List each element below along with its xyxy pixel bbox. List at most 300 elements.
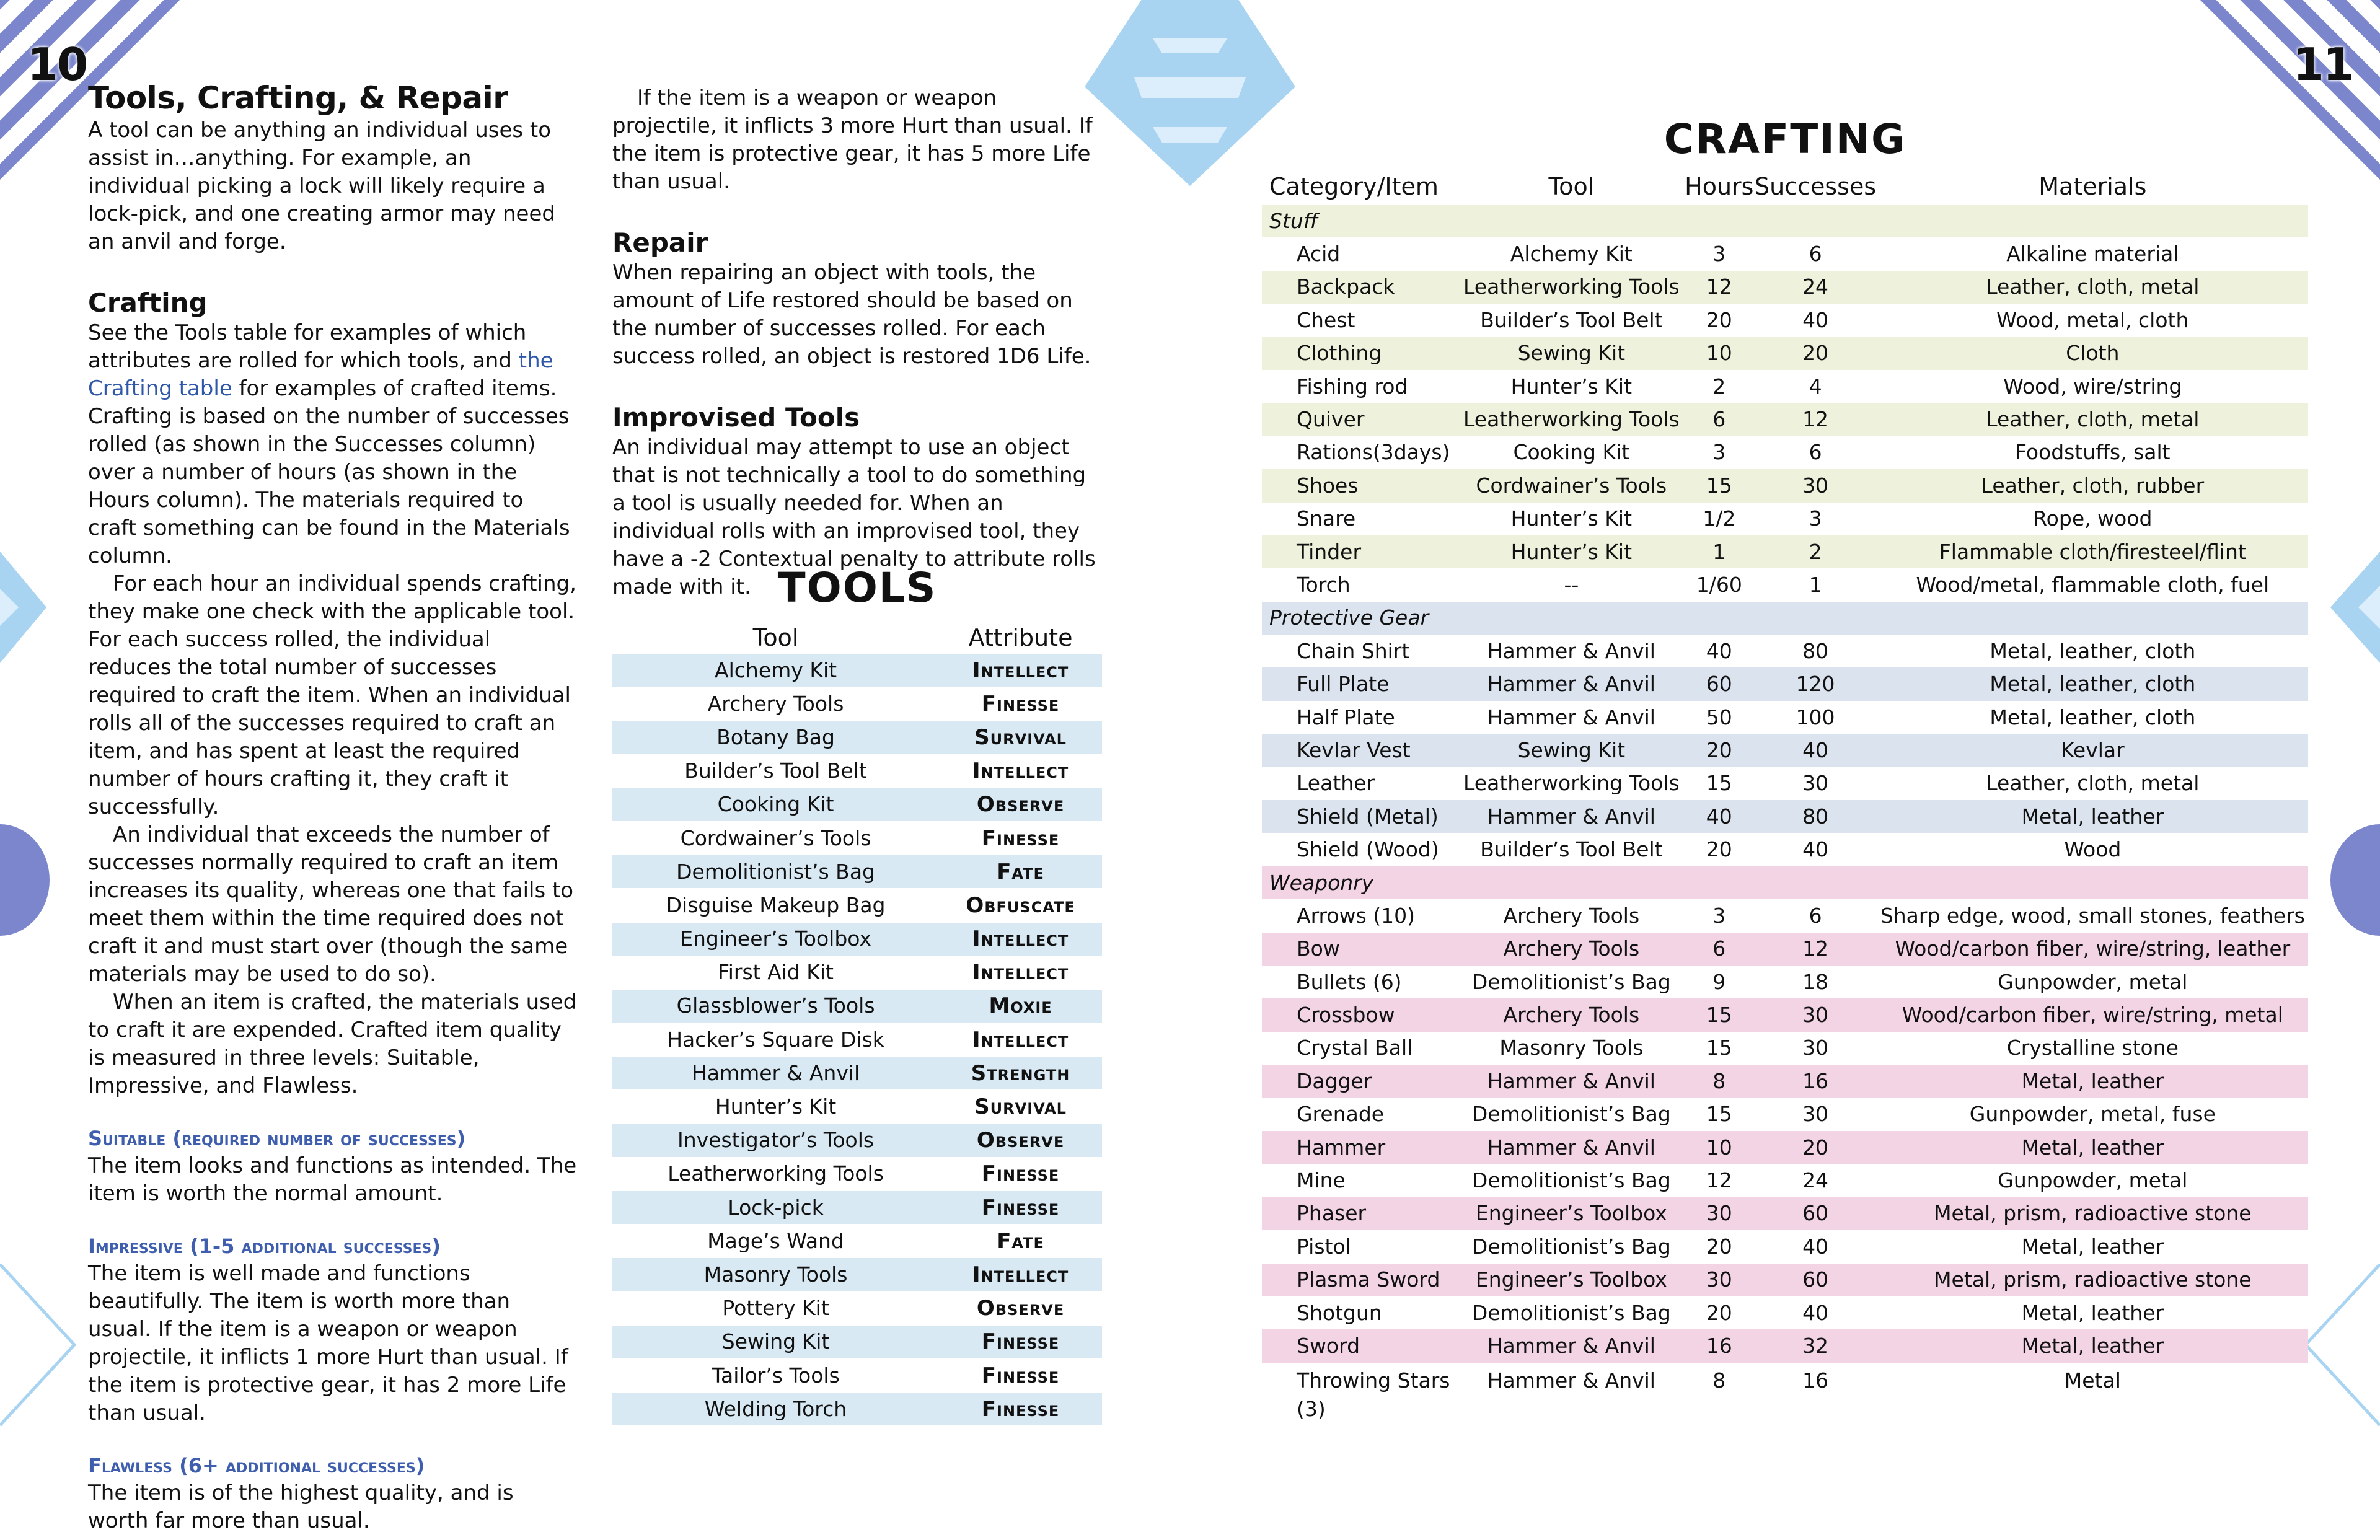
item-cell: Full Plate (1262, 667, 1458, 700)
materials-cell: Leather, cloth, metal (1877, 403, 2308, 436)
hours-cell: 20 (1706, 1234, 1732, 1259)
table-row (612, 821, 1102, 855)
successes-cell: 30 (1753, 469, 1877, 502)
tool-cell: Hammer & Anvil (1487, 638, 1655, 663)
tool-cell: Hammer & Anvil (1458, 1065, 1685, 1098)
tool-cell: Hammer & Anvil (1487, 705, 1655, 729)
tool-cell: Leatherworking Tools (1463, 771, 1680, 796)
repair-heading: Repair (612, 227, 708, 258)
hours-cell: 1/2 (1703, 506, 1736, 531)
tool-attribute-cell: Fate (939, 855, 1102, 889)
crafting-header-materials: Materials (2038, 173, 2147, 200)
hours-cell: 8 (1712, 1368, 1726, 1393)
tool-name-cell: Pottery Kit (722, 1296, 829, 1321)
tool-name-cell: Glassblower’s Tools (612, 989, 939, 1023)
materials-cell: Metal, leather, cloth (1990, 705, 2196, 729)
hours-cell: 15 (1685, 998, 1753, 1031)
item-cell: Crystal Ball (1297, 1036, 1413, 1060)
table-row (1262, 635, 2308, 667)
materials-cell: Metal, prism, radioactive stone (1877, 1197, 2308, 1230)
tool-attribute-cell: Finesse (939, 1393, 1102, 1426)
hours-cell: 15 (1706, 1102, 1732, 1127)
table-row (1262, 767, 2308, 800)
successes-cell: 12 (1753, 933, 1877, 966)
tool-name-cell: Builder’s Tool Belt (684, 759, 867, 783)
item-cell: Tinder (1262, 535, 1458, 568)
successes-cell: 4 (1809, 374, 1822, 398)
tool-attribute-cell: Intellect (939, 1258, 1102, 1291)
page-number-left: 10 (27, 38, 87, 90)
hours-cell: 3 (1712, 440, 1726, 465)
tool-cell: Masonry Tools (1499, 1036, 1644, 1060)
table-row (1262, 1098, 2308, 1131)
table-row (1262, 1296, 2308, 1329)
middle-column (612, 84, 1102, 601)
right-edge-diamond (2318, 545, 2380, 669)
hours-cell: 30 (1685, 1264, 1753, 1296)
tool-attribute-cell: Finesse (981, 1161, 1060, 1187)
crafting-heading: Crafting (88, 288, 208, 318)
tool-cell: Hammer & Anvil (1458, 1131, 1685, 1164)
table-row (612, 788, 1102, 821)
successes-cell: 100 (1796, 705, 1835, 729)
materials-cell: Metal, leather (1877, 1329, 2308, 1362)
materials-cell: Wood, wire/string (2003, 374, 2182, 398)
table-row (1262, 734, 2308, 767)
item-cell: Quiver (1262, 403, 1458, 436)
materials-cell: Alkaline material (2006, 242, 2179, 266)
tools-table (612, 622, 1102, 1425)
tool-cell: Demolitionist’s Bag (1471, 1300, 1671, 1325)
item-cell: Clothing (1262, 337, 1458, 370)
tool-attribute-cell: Finesse (939, 1325, 1102, 1358)
table-row (1262, 1164, 2308, 1197)
item-cell: Shield (Wood) (1297, 837, 1439, 862)
table-row (1262, 966, 2308, 998)
materials-cell: Wood/carbon fiber, wire/string, leather (1877, 933, 2308, 966)
hours-cell: 3 (1712, 242, 1726, 266)
tool-attribute-cell: Intellect (939, 654, 1102, 687)
materials-cell: Metal, leather, cloth (1877, 667, 2308, 700)
table-row (612, 1157, 1102, 1190)
crafting-header-successes: Successes (1754, 173, 1877, 200)
item-cell: Snare (1297, 506, 1356, 531)
tools-header-attribute: Attribute (968, 624, 1073, 651)
materials-cell: Metal, leather (1877, 1065, 2308, 1098)
suitable-heading: Suitable (required number of successes) (88, 1127, 466, 1150)
tool-attribute-cell: Finesse (981, 691, 1060, 716)
tool-cell: Alchemy Kit (1510, 242, 1633, 266)
table-row (612, 889, 1102, 922)
tool-cell: Demolitionist’s Bag (1471, 1168, 1671, 1193)
tool-name-cell: Demolitionist’s Bag (612, 855, 939, 889)
item-cell: Plasma Sword (1262, 1264, 1458, 1296)
item-cell: Throwing Stars (3) (1297, 1368, 1450, 1421)
item-cell: Leather (1297, 771, 1375, 796)
materials-cell: Metal, prism, radioactive stone (1877, 1264, 2308, 1296)
tool-name-cell: Welding Torch (612, 1393, 939, 1426)
successes-cell: 20 (1753, 337, 1877, 370)
table-row (1262, 337, 2308, 370)
successes-cell: 40 (1802, 307, 1829, 332)
table-row (1262, 304, 2308, 337)
left-edge-outline-diamond (0, 1252, 87, 1438)
item-cell: Acid (1297, 242, 1341, 266)
successes-cell: 20 (1753, 1131, 1877, 1164)
tool-attribute-cell: Finesse (939, 1191, 1102, 1225)
table-row (1262, 1131, 2308, 1164)
table-row (1262, 933, 2308, 966)
item-cell: Mine (1297, 1168, 1346, 1193)
tool-cell: Hammer & Anvil (1487, 1368, 1655, 1393)
flawless-text: The item is of the highest quality, and is worth far more than usual. (88, 1481, 514, 1533)
tool-attribute-cell: Survival (974, 1094, 1067, 1120)
impressive-heading: Impressive (1-5 additional successes) (88, 1234, 441, 1258)
table-row (1262, 535, 2308, 568)
item-cell: Half Plate (1297, 705, 1395, 729)
table-row (612, 1090, 1102, 1124)
item-cell: Arrows (10) (1297, 903, 1416, 928)
table-row (612, 1057, 1102, 1090)
table-row (1262, 370, 2308, 403)
hours-cell: 20 (1706, 307, 1732, 332)
materials-cell: Metal, leather (1877, 1131, 2308, 1164)
tool-name-cell: Botany Bag (612, 721, 939, 754)
hours-cell: 2 (1712, 374, 1726, 398)
materials-cell: Wood, metal, cloth (1996, 307, 2189, 332)
table-row (612, 1325, 1102, 1358)
tool-attribute-cell: Moxie (939, 989, 1102, 1023)
crafting-header-tool: Tool (1548, 173, 1595, 200)
left-edge-half-circle (0, 824, 50, 936)
crafting-header-hours: Hours (1685, 173, 1754, 200)
hours-cell: 20 (1706, 1300, 1732, 1325)
item-cell: Grenade (1297, 1102, 1385, 1127)
tool-attribute-cell: Intellect (939, 922, 1102, 956)
hours-cell: 15 (1706, 771, 1732, 796)
tool-name-cell: Cooking Kit (612, 788, 939, 821)
tool-cell: Archery Tools (1458, 933, 1685, 966)
materials-cell: Wood (2064, 837, 2122, 862)
table-row (612, 1191, 1102, 1225)
tool-cell: Hunter’s Kit (1458, 535, 1685, 568)
tool-attribute-cell: Observe (939, 788, 1102, 821)
tool-cell: Sewing Kit (1458, 337, 1685, 370)
item-cell: Bow (1262, 933, 1458, 966)
tool-name-cell: Sewing Kit (612, 1325, 939, 1358)
crafting-header-category: Category/Item (1269, 173, 1439, 200)
item-cell: Sword (1262, 1329, 1458, 1362)
crafting-paragraph-4: When an item is crafted, the materials used to craft it are expended. Crafted item quality is measured in three levels: Suitable, Impressive, and Flawless. (88, 990, 577, 1098)
hours-cell: 6 (1685, 403, 1753, 436)
item-cell: Fishing rod (1297, 374, 1408, 398)
tool-cell: Hammer & Anvil (1458, 667, 1685, 700)
table-row (1262, 1230, 2308, 1263)
successes-cell: 12 (1753, 403, 1877, 436)
impressive-text: The item is well made and functions beautifully. The item is worth more than usual. If the item is a weapon or weapon projectile, it inflicts 1 more Hurt than usual. If the item is protective gear, it has 2 more Life than usual. (88, 1261, 568, 1425)
table-row (1262, 469, 2308, 502)
hours-cell: 15 (1685, 469, 1753, 502)
table-row (612, 922, 1102, 956)
successes-cell: 30 (1802, 771, 1829, 796)
table-row (1262, 833, 2308, 866)
materials-cell: Cloth (1877, 337, 2308, 370)
successes-cell: 24 (1802, 1168, 1829, 1193)
successes-cell: 40 (1802, 1300, 1829, 1325)
item-cell: Hammer (1262, 1131, 1458, 1164)
tool-attribute-cell: Observe (939, 1124, 1102, 1157)
tool-name-cell: Investigator’s Tools (612, 1124, 939, 1157)
tool-cell: Hammer & Anvil (1458, 800, 1685, 833)
table-row (612, 654, 1102, 687)
successes-cell: 16 (1802, 1368, 1829, 1393)
item-cell: Rations(3days) (1297, 440, 1450, 465)
item-cell: Backpack (1262, 271, 1458, 304)
successes-cell: 80 (1753, 800, 1877, 833)
tool-attribute-cell: Survival (939, 721, 1102, 754)
successes-cell: 30 (1802, 1036, 1829, 1060)
tool-attribute-cell: Finesse (981, 1363, 1060, 1388)
successes-cell: 60 (1753, 1197, 1877, 1230)
materials-cell: Leather, cloth, rubber (1877, 469, 2308, 502)
table-row (1262, 1197, 2308, 1230)
tool-name-cell: Disguise Makeup Bag (666, 892, 886, 917)
crafting-table-link[interactable]: the Crafting table (88, 348, 553, 401)
successes-cell: 30 (1753, 998, 1877, 1031)
table-row (612, 721, 1102, 754)
left-column (88, 79, 578, 1535)
item-cell: Crossbow (1262, 998, 1458, 1031)
tool-cell: Hunter’s Kit (1510, 506, 1633, 531)
successes-cell: 24 (1753, 271, 1877, 304)
table-row (612, 1393, 1102, 1426)
hours-cell: 20 (1685, 734, 1753, 767)
hours-cell: 3 (1712, 903, 1726, 928)
item-cell: Kevlar Vest (1262, 734, 1458, 767)
category-row (1262, 602, 2308, 635)
hours-cell: 50 (1706, 705, 1732, 729)
successes-cell: 6 (1809, 242, 1822, 266)
table-row (1262, 701, 2308, 734)
materials-cell: Sharp edge, wood, small stones, feathers (1880, 903, 2305, 928)
tool-cell: Leatherworking Tools (1458, 403, 1685, 436)
tool-attribute-cell: Fate (997, 1228, 1044, 1254)
materials-cell: Kevlar (1877, 734, 2308, 767)
item-cell: Shotgun (1297, 1300, 1382, 1325)
materials-cell: Metal, leather (2021, 1234, 2164, 1259)
tool-attribute-cell: Obfuscate (966, 892, 1075, 918)
tool-attribute-cell: Intellect (972, 759, 1069, 784)
left-edge-diamond (0, 545, 50, 669)
crafting-paragraph-3: An individual that exceeds the number of successes normally required to craft an item increases its quality, whereas one that fails to meet them within the time required does not craft it and must start over (though the same materials may be used to do so). (88, 822, 574, 987)
item-cell: Shoes (1262, 469, 1458, 502)
materials-cell: Flammable cloth/firesteel/flint (1877, 535, 2308, 568)
tool-attribute-cell: Finesse (981, 825, 1060, 851)
repair-text: When repairing an object with tools, the amount of Life restored should be based on the number of successes rolled. For each success rolled, an object is restored 1D6 Life. (612, 260, 1091, 369)
table-row (1262, 237, 2308, 270)
category-row (1262, 205, 2308, 237)
table-row (1262, 800, 2308, 833)
hours-cell: 40 (1685, 800, 1753, 833)
tool-name-cell: Hunter’s Kit (715, 1094, 837, 1119)
materials-cell: Wood/metal, flammable cloth, fuel (1916, 572, 2270, 597)
table-row (1262, 899, 2308, 932)
tool-cell: Sewing Kit (1458, 734, 1685, 767)
crafting-paragraph-2: For each hour an individual spends crafting, they make one check with the applicable tool. For each success rolled, the individual reduces the total number of successes required to craft the item. When an individual rolls all of the successes required to craft an item, and has spent at least the required number of hours crafting it, they craft it successfully. (88, 571, 576, 819)
hours-cell: 1 (1685, 535, 1753, 568)
successes-cell: 40 (1802, 837, 1829, 862)
table-row (1262, 1264, 2308, 1296)
table-row (1262, 667, 2308, 700)
tool-cell: Demolitionist’s Bag (1471, 969, 1671, 994)
tool-cell: Cordwainer’s Tools (1458, 469, 1685, 502)
successes-cell: 40 (1802, 1234, 1829, 1259)
tool-cell: Demolitionist’s Bag (1471, 1102, 1671, 1127)
table-row (1262, 1363, 2308, 1432)
table-row (1262, 503, 2308, 535)
successes-cell: 16 (1753, 1065, 1877, 1098)
hours-cell: 6 (1685, 933, 1753, 966)
flawless-continued: If the item is a weapon or weapon projectile, it inflicts 3 more Hurt than usual. If the item is protective gear, it has 5 more Life than usual. (612, 86, 1093, 194)
tool-name-cell: Mage’s Wand (707, 1228, 844, 1253)
tool-cell: Engineer’s Toolbox (1458, 1197, 1685, 1230)
materials-cell: Foodstuffs, salt (2015, 440, 2171, 465)
table-row (1262, 1329, 2308, 1362)
tool-cell: Hunter’s Kit (1510, 374, 1633, 398)
table-row (612, 687, 1102, 721)
tool-name-cell: Lock-pick (612, 1191, 939, 1225)
item-cell: Pistol (1297, 1234, 1351, 1259)
item-cell: Chest (1297, 307, 1355, 332)
tool-cell: Builder’s Tool Belt (1480, 837, 1663, 862)
tool-cell: -- (1564, 572, 1579, 597)
category-row (1262, 866, 2308, 899)
tool-name-cell: Hacker’s Square Disk (667, 1027, 884, 1052)
table-row (612, 1258, 1102, 1291)
successes-cell: 2 (1753, 535, 1877, 568)
tool-cell: Builder’s Tool Belt (1480, 307, 1663, 332)
table-row (612, 1291, 1102, 1325)
materials-cell: Crystalline stone (2006, 1036, 2179, 1060)
materials-cell: Metal, leather, cloth (1990, 638, 2196, 663)
hours-cell: 30 (1685, 1197, 1753, 1230)
category-label: Protective Gear (1262, 602, 2308, 635)
tool-cell: Engineer’s Toolbox (1458, 1264, 1685, 1296)
table-row (1262, 1032, 2308, 1065)
tool-name-cell: First Aid Kit (718, 960, 834, 985)
crafting-table-title: CRAFTING (1664, 115, 1906, 163)
tool-name-cell: Tailor’s Tools (712, 1363, 840, 1388)
materials-cell: Gunpowder, metal, fuse (1969, 1102, 2216, 1127)
materials-cell: Leather, cloth, metal (1986, 771, 2200, 796)
tool-attribute-cell: Intellect (972, 1027, 1069, 1052)
table-row (612, 1358, 1102, 1392)
tool-cell: Archery Tools (1458, 998, 1685, 1031)
table-row (1262, 271, 2308, 304)
tools-table-title: TOOLS (777, 564, 937, 612)
hours-cell: 10 (1685, 1131, 1753, 1164)
flawless-heading: Flawless (6+ additional successes) (88, 1454, 425, 1477)
table-row (612, 855, 1102, 889)
hours-cell: 10 (1685, 337, 1753, 370)
intro-paragraph: A tool can be anything an individual uses to assist in…anything. For example, an individual picking a lock will likely require a lock-pick, and one creating armor may need an anvil and forge. (88, 118, 555, 254)
item-cell: Bullets (6) (1297, 969, 1402, 994)
successes-cell: 6 (1809, 903, 1822, 928)
tool-name-cell: Engineer’s Toolbox (612, 922, 939, 956)
successes-cell: 40 (1753, 734, 1877, 767)
tool-attribute-cell: Strength (939, 1057, 1102, 1090)
successes-cell: 3 (1809, 506, 1822, 531)
tool-name-cell: Leatherworking Tools (668, 1161, 884, 1186)
table-row (612, 1124, 1102, 1157)
table-row (612, 1023, 1102, 1057)
materials-cell: Gunpowder, metal (1998, 1168, 2188, 1193)
tool-cell: Archery Tools (1503, 903, 1640, 928)
category-label: Weaponry (1262, 866, 2308, 899)
item-cell: Dagger (1262, 1065, 1458, 1098)
table-row (612, 754, 1102, 788)
table-row (1262, 1065, 2308, 1098)
page-number-right: 11 (2293, 38, 2353, 90)
table-row (1262, 436, 2308, 469)
table-row (612, 989, 1102, 1023)
tool-cell: Hammer & Anvil (1458, 1329, 1685, 1362)
hours-cell: 40 (1706, 638, 1732, 663)
hours-cell: 15 (1706, 1036, 1732, 1060)
successes-cell: 32 (1753, 1329, 1877, 1362)
hours-cell: 60 (1685, 667, 1753, 700)
tool-cell: Cooking Kit (1513, 440, 1630, 465)
hours-cell: 12 (1685, 271, 1753, 304)
hours-cell: 16 (1685, 1329, 1753, 1362)
category-label: Stuff (1262, 205, 2308, 237)
tool-name-cell: Masonry Tools (612, 1258, 939, 1291)
item-cell: Chain Shirt (1297, 638, 1410, 663)
materials-cell: Wood/carbon fiber, wire/string, metal (1877, 998, 2308, 1031)
successes-cell: 60 (1753, 1264, 1877, 1296)
tool-name-cell: Cordwainer’s Tools (680, 825, 871, 850)
materials-cell: Metal, leather (2021, 1300, 2164, 1325)
materials-cell: Leather, cloth, metal (1877, 271, 2308, 304)
suitable-text: The item looks and functions as intended. The item is worth the normal amount. (88, 1153, 577, 1206)
table-row (1262, 998, 2308, 1031)
improvised-tools-heading: Improvised Tools (612, 402, 860, 433)
materials-cell: Metal, leather (1877, 800, 2308, 833)
item-cell: Phaser (1262, 1197, 1458, 1230)
materials-cell: Gunpowder, metal (1998, 969, 2188, 994)
materials-cell: Metal (2064, 1368, 2121, 1393)
successes-cell: 80 (1802, 638, 1829, 663)
tool-name-cell: Archery Tools (707, 691, 844, 716)
item-cell: Torch (1297, 572, 1351, 597)
hours-cell: 12 (1706, 1168, 1732, 1193)
hours-cell: 8 (1685, 1065, 1753, 1098)
tool-name-cell: Hammer & Anvil (612, 1057, 939, 1090)
item-cell: Shield (Metal) (1262, 800, 1458, 833)
successes-cell: 1 (1809, 572, 1822, 597)
hours-cell: 20 (1706, 837, 1732, 862)
section-title: Tools, Crafting, & Repair (88, 80, 508, 116)
successes-cell: 120 (1753, 667, 1877, 700)
hours-cell: 9 (1712, 969, 1726, 994)
materials-cell: Rope, wood (2033, 506, 2153, 531)
tool-cell: Leatherworking Tools (1458, 271, 1685, 304)
table-row (1262, 403, 2308, 436)
table-row (612, 956, 1102, 989)
right-edge-half-circle (2330, 824, 2380, 936)
tool-cell: Demolitionist’s Bag (1471, 1234, 1671, 1259)
table-row (1262, 568, 2308, 601)
